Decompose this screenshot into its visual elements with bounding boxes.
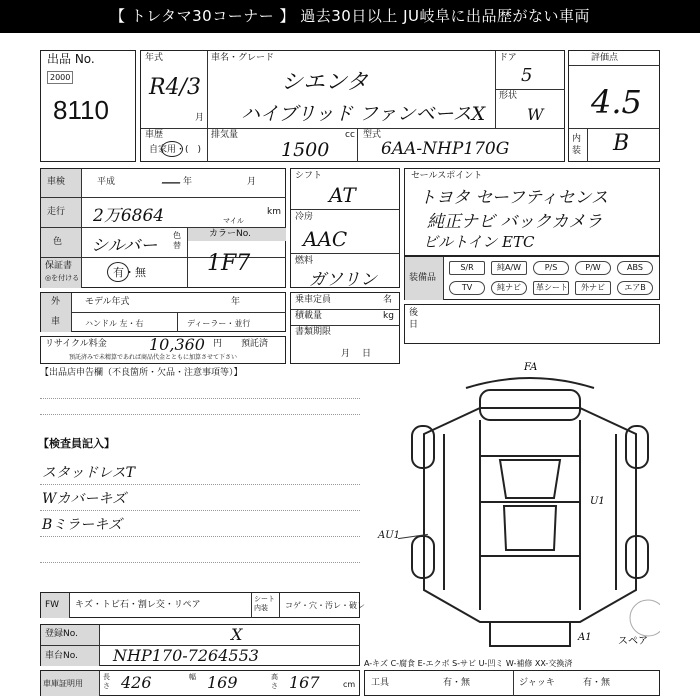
lot-number: 8110 — [53, 95, 109, 125]
equip-ext-navi: 外ナビ — [575, 281, 611, 295]
displacement-unit: cc — [345, 130, 355, 140]
equip-airbag: エアB — [617, 281, 653, 295]
lot-box — [40, 50, 136, 162]
diagram-right-label: U1 — [590, 496, 605, 507]
foreign-year-unit: 年 — [231, 297, 241, 307]
selling-points-label: セールスポイント — [411, 171, 483, 181]
mileage-value: 2万6864 — [93, 206, 165, 226]
inspection-month-unit: 月 — [247, 177, 257, 187]
selling-point-2: 純正ナビ バックカメラ — [427, 212, 603, 232]
diagram-rear-label: A1 — [578, 632, 592, 643]
details-box — [40, 168, 286, 288]
equipment-box — [404, 256, 660, 300]
mileage-km-unit: km — [267, 207, 281, 217]
category-label: 車歴 — [145, 130, 164, 140]
mileage-label: 走行 — [47, 207, 66, 217]
foreign-dealer: ディーラー・並行 — [187, 319, 251, 328]
certificate-width-label: 幅 — [189, 673, 196, 681]
certificate-label: 車庫証明用 — [43, 679, 83, 688]
fuel-label: 燃料 — [295, 256, 314, 266]
banner: 【 トレタマ30コーナー 】 過去30日以上 JU岐阜に出品歴がない車両 — [0, 0, 700, 33]
jack-label: ジャッキ — [519, 678, 555, 688]
color-label: 色 — [53, 237, 63, 247]
color-value: シルバー — [91, 236, 158, 256]
model-name: シエンタ — [281, 70, 369, 95]
inspector-note-1: スタッドレスT — [42, 465, 135, 481]
score-label: 評価点 — [591, 53, 619, 63]
equip-navi: 純ナビ — [491, 281, 527, 295]
equip-pw: P/W — [575, 261, 611, 275]
inspector-note-3: Bミラーキズ — [42, 517, 123, 533]
diagram-left-label: AU1 — [378, 530, 401, 541]
documents-label: 書類期限 — [295, 327, 332, 337]
fw-seat: シート内装 — [254, 595, 275, 612]
certificate-height-label: 高さ — [271, 673, 278, 690]
damage-legend: A-キズ C-腐食 E-エクボ S-サビ U-凹ミ W-補修 XX-交換済 — [364, 659, 573, 668]
selling-point-1: トヨタ セーフティセンス — [419, 188, 609, 208]
model-code-label: 型式 — [363, 130, 382, 140]
jack-options: 有・無 — [583, 678, 611, 688]
certificate-length: 426 — [121, 673, 152, 692]
shift-value: AT — [329, 183, 356, 207]
score-value: 4.5 — [591, 83, 642, 121]
certificate-unit: cm — [343, 680, 356, 689]
model-code-value: 6AA-NHP170G — [381, 139, 510, 159]
registration-box — [40, 624, 360, 666]
score-box — [568, 50, 660, 162]
equip-ps: P/S — [533, 261, 569, 275]
recycle-status: 預託済 — [241, 339, 269, 349]
diagram-spare-label: スペア — [618, 636, 648, 647]
foreign-handle: ハンドル 左・右 — [85, 319, 144, 328]
capacity-unit: 名 — [383, 295, 393, 305]
equip-alloy: 純A/W — [491, 261, 527, 275]
recycle-note: 預託済みで未精算であれば商品代金とともに加算させて下さい — [69, 354, 238, 361]
foreign-label-1: 外 — [51, 297, 61, 307]
inspection-era: 平成 — [97, 177, 116, 187]
documents-unit: 月日 — [341, 349, 384, 359]
certificate-height: 167 — [289, 673, 320, 692]
tools-box — [364, 670, 660, 696]
certificate-box — [40, 670, 360, 696]
inspector-note-2: Wカバーキズ — [42, 491, 127, 507]
inspection-value: — — [161, 169, 181, 193]
name-label: 車名・グレード — [211, 53, 275, 63]
displacement-label: 排気量 — [211, 130, 239, 140]
fw-seat-desc: コゲ・穴・汚レ・破レ — [285, 601, 365, 610]
recycle-box — [40, 336, 286, 364]
ac-label: 冷房 — [295, 212, 314, 222]
inspector-label: 【検査員記入】 — [38, 437, 115, 450]
inspection-label: 車検 — [47, 177, 66, 187]
tools-label: 工具 — [371, 678, 390, 688]
lot-label: 出品 No. — [47, 52, 95, 66]
recycle-value: 10,360 — [149, 335, 205, 354]
warranty-label: 保証書 — [45, 261, 73, 271]
warranty-circle — [107, 262, 129, 282]
registration-value: X — [231, 625, 243, 644]
ac-value: AAC — [303, 227, 348, 251]
warranty-sub: ◎を付ける — [45, 274, 80, 282]
displacement-value: 1500 — [281, 139, 330, 161]
color-no-value: 1F7 — [207, 251, 251, 276]
certificate-length-label: 長さ — [103, 673, 110, 690]
shift-label: シフト — [295, 171, 323, 181]
fw-desc: キズ・トビ石・割レ交・リペア — [75, 600, 201, 610]
category-options: 自家用・( ) — [149, 145, 202, 155]
color-note: 色替 — [173, 231, 181, 250]
shape-label: 形状 — [499, 91, 518, 101]
selling-point-3: ビルトイン ETC — [423, 233, 535, 251]
certificate-width: 169 — [207, 673, 238, 692]
mileage-mile-unit: マイル — [223, 217, 244, 225]
registration-label: 登録No. — [45, 629, 78, 639]
inspection-year-unit: 年 — [183, 177, 193, 187]
foreign-model-year: モデル年式 — [85, 297, 130, 307]
year-label: 年式 — [145, 53, 164, 63]
foreign-box — [40, 292, 286, 332]
fw-label: FW — [45, 600, 60, 610]
load-label: 積載量 — [295, 311, 323, 321]
rear-box — [404, 304, 660, 344]
grade-name: ハイブリッド ファンベースX — [241, 103, 486, 125]
interior-value: B — [613, 131, 630, 156]
foreign-label-2: 車 — [51, 317, 61, 327]
capacity-box — [290, 292, 400, 364]
year-month-unit: 月 — [195, 113, 205, 123]
drivetrain-box — [290, 168, 400, 288]
fuel-value: ガソリン — [309, 270, 377, 290]
equip-sr: S/R — [449, 261, 485, 275]
category-circle — [161, 141, 183, 157]
lot-year-stamp: 2000 — [47, 71, 73, 84]
car-diagram — [404, 360, 660, 660]
load-unit: kg — [383, 311, 394, 321]
equip-abs: ABS — [617, 261, 653, 275]
selling-points-box — [404, 168, 660, 256]
warranty-options: 有・無 — [113, 266, 146, 279]
tools-options: 有・無 — [443, 678, 471, 688]
shape-value: W — [527, 105, 544, 124]
equip-tv: TV — [449, 281, 485, 295]
vehicle-box — [140, 50, 565, 162]
equipment-label: 装備品 — [409, 273, 437, 283]
diagram-front-label: FA — [524, 362, 538, 373]
equip-leather: 革シート — [533, 281, 569, 295]
recycle-label: リサイクル料金 — [45, 339, 107, 349]
fw-box — [40, 592, 365, 618]
chassis-value: NHP170-7264553 — [113, 646, 259, 665]
door-label: ドア — [499, 53, 517, 63]
seller-notes-label: 【出品店申告欄（不良箇所・欠品・注意事項等）】 — [40, 368, 243, 378]
door-value: 5 — [521, 65, 533, 86]
rear-label: 後日 — [409, 308, 419, 330]
year-value: R4/3 — [149, 75, 201, 100]
recycle-unit: 円 — [213, 339, 223, 349]
capacity-label: 乗車定員 — [295, 295, 332, 305]
chassis-label: 車台No. — [45, 651, 78, 661]
color-no-label: カラーNo. — [209, 229, 251, 239]
interior-label: 内装 — [572, 134, 582, 156]
